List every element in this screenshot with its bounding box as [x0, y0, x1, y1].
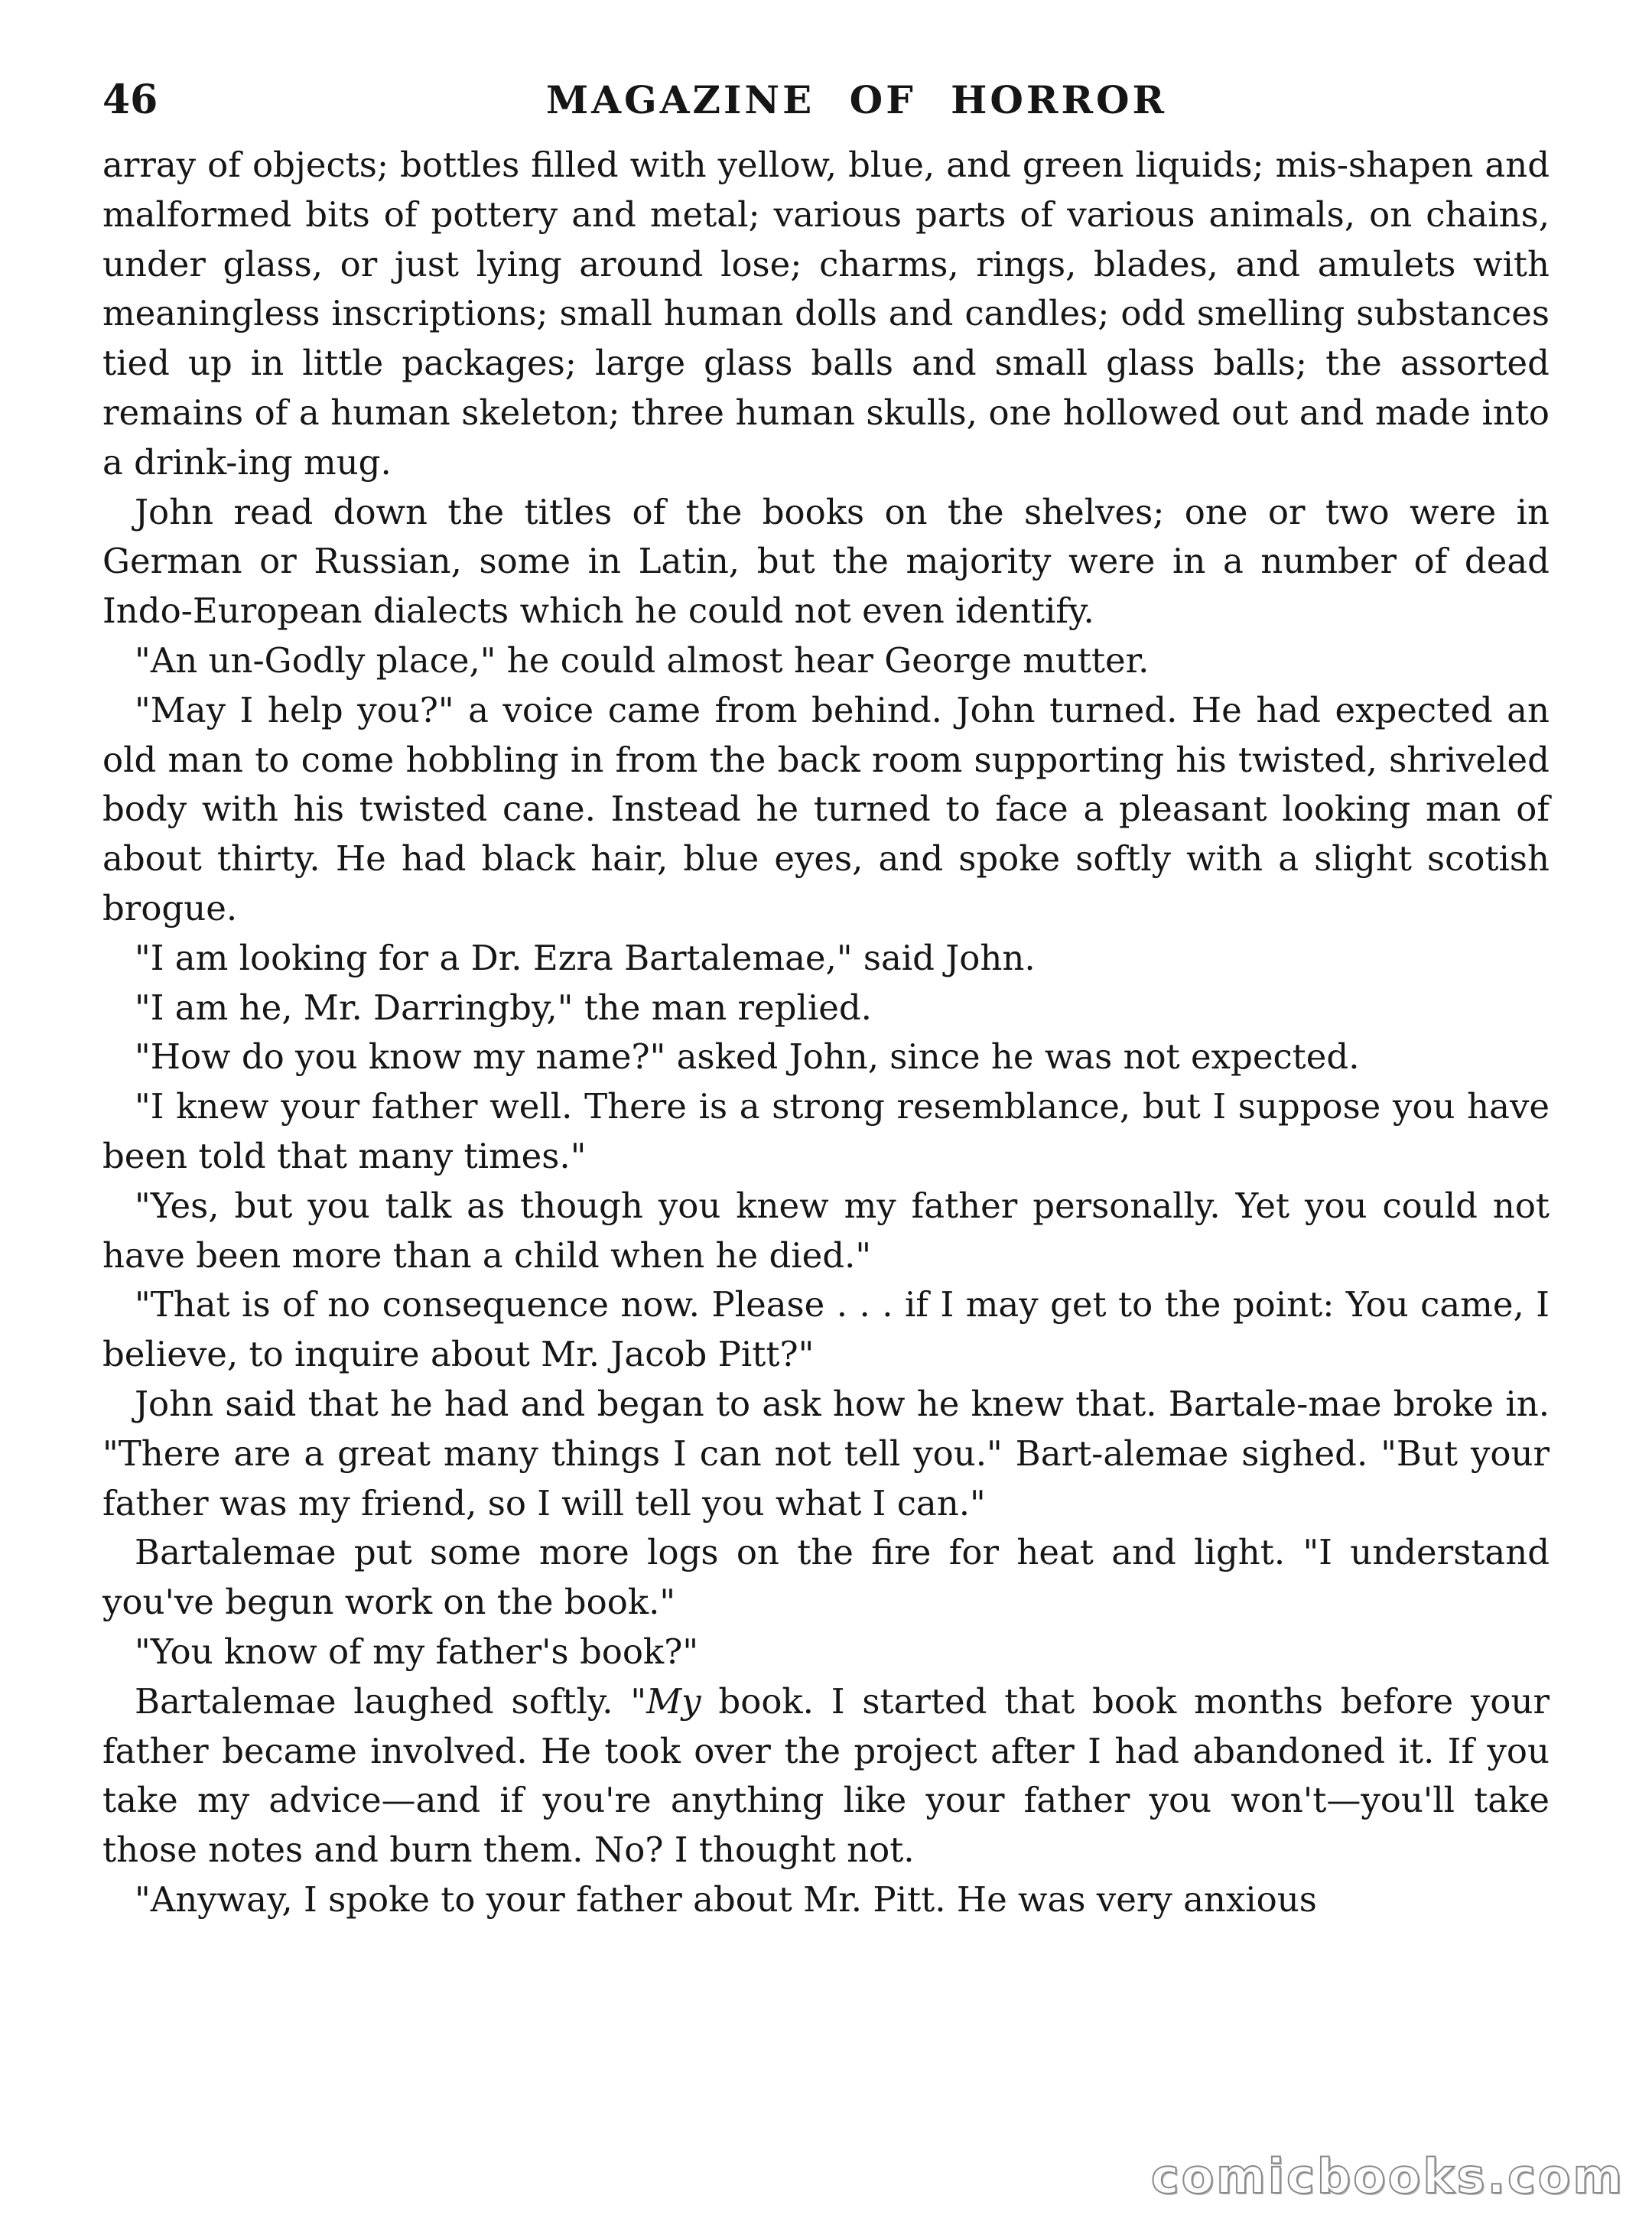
paragraph: "Anyway, I spoke to your father about Mr. Pitt. He was very anxious — [135, 1878, 1317, 1920]
running-head: MAGAZINE OF HORROR — [545, 77, 1168, 122]
paragraph: "How do you know my name?" asked John, since he was not expected. — [135, 1036, 1360, 1078]
magazine-page — [102, 73, 1550, 1925]
page-number: 46 — [102, 76, 158, 123]
paragraph: "Yes, but you talk as though you knew my father personally. Yet you could not have been more than a child when he died." — [102, 1185, 1550, 1276]
watermark-logo: comicbooks.com — [1150, 2148, 1624, 2204]
paragraph: "That is of no consequence now. Please . . . if I may get to the point: You came, I believe, to inquire about Mr. Jacob Pitt?" — [102, 1284, 1550, 1375]
paragraph — [102, 1677, 1550, 1875]
emphasized-word: My — [646, 1680, 701, 1722]
paragraph: John said that he had and began to ask how he knew that. Bartale-mae broke in. "There are a great many things I can not tell you." Bart-alemae sighed. "But your father was my friend, so I will tell you what I can." — [102, 1383, 1550, 1524]
paragraph: "I knew your father well. There is a strong resemblance, but I suppose you have been told that many times." — [102, 1086, 1550, 1176]
paragraph: Bartalemae put some more logs on the fire for heat and light. "I understand you've begun work on the book." — [102, 1532, 1550, 1623]
paragraph: "May I help you?" a voice came from behind. John turned. He had expected an old man to come hobbling in from the back room supporting his twisted, shriveled body with his twisted cane. Instead he turned to face a pleasant looking man of about thirty. He had black hair, blue eyes, and spoke softly with a slight scotish brogue. — [102, 689, 1550, 929]
paragraph: "I am he, Mr. Darringby," the man replied. — [135, 987, 872, 1028]
paragraph: "An un-Godly place," he could almost hear George mutter. — [135, 639, 1150, 681]
story-text — [102, 141, 1550, 1925]
paragraph-text: book. I started that book months before your father became involved. He took over the project after I had abandoned it. If you take my advice—and if you're anything like your father you won't—you'll take those notes and burn them. No? I thought not. — [102, 1680, 1550, 1871]
paragraph-text: Bartalemae laughed softly. " — [135, 1680, 647, 1722]
page-header — [102, 73, 1550, 130]
paragraph: John read down the titles of the books on the shelves; one or two were in German or Russian, some in Latin, but the majority were in a number of dead Indo-European dialects which he could not even identify. — [102, 491, 1550, 632]
paragraph: array of objects; bottles filled with yellow, blue, and green liquids; mis-shapen and malformed bits of pottery and metal; various parts of various animals, on chains, under glass, or just lying around lose; charms, rings, blades, and amulets with meaningless inscriptions; small human dolls and candles; odd smelling substances tied up in little packages; large glass balls and small glass balls; the assorted remains of a human skeleton; three human skulls, one hollowed out and made into a drink-ing mug. — [102, 145, 1550, 483]
paragraph: "You know of my father's book?" — [135, 1631, 699, 1672]
paragraph: "I am looking for a Dr. Ezra Bartalemae," said John. — [135, 937, 1036, 978]
